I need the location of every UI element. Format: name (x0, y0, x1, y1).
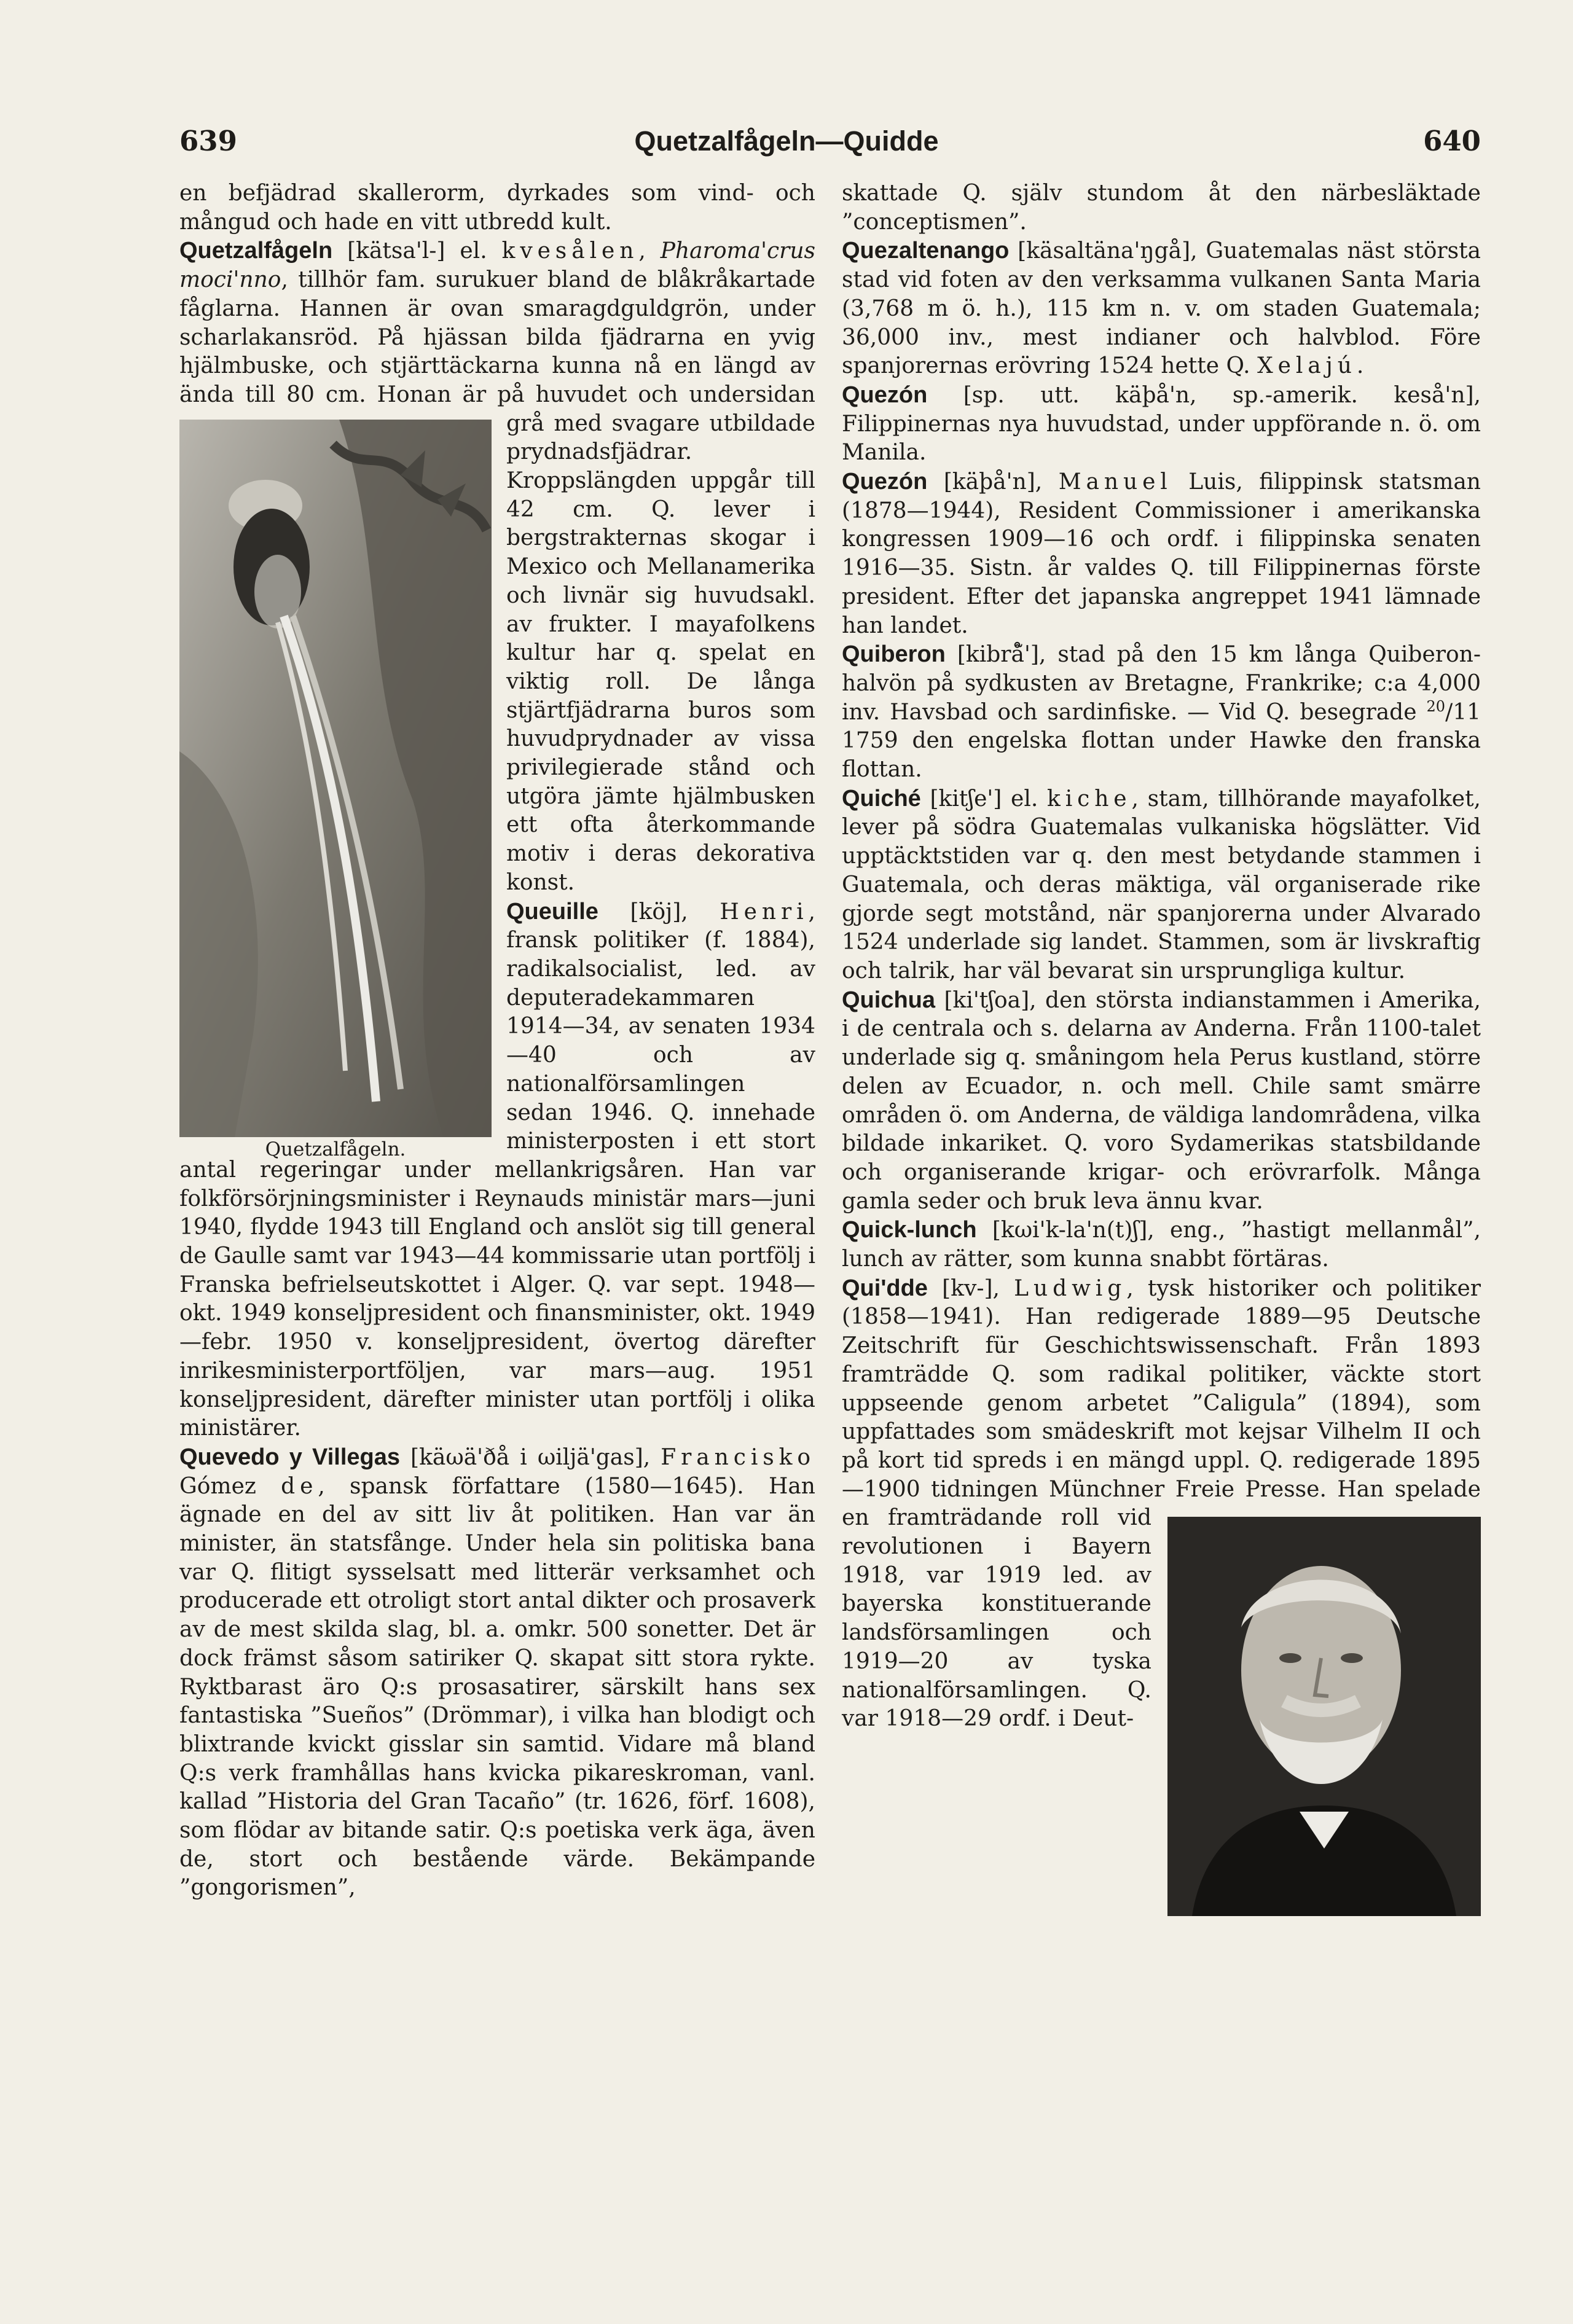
quetzal-caption: Quetzalfågeln. (265, 1138, 406, 1161)
right-column (842, 179, 1481, 1919)
entry-quezaltenango: Quezaltenango [käsaltäna'ŋgå], Guatemalas näst största stad vid foten av den verksamma vulkanen Santa Maria (3,768 m ö. h.), 115 km n. v. om staden Guatemala; 36,000 inv., mest indianer och halvblod. Före spanjorernas erövring 1524 hette Q. Xelajú. (842, 238, 1481, 379)
entry-quiberon: Quiberon [kibrå̃'], stad på den 15 km långa Quiberon-halvön på sydkusten av Bretagne, Frankrike; c:a 4,000 inv. Havsbad och sardinfiske. — Vid Q. besegrade $^{20}$/11 1759 den engelska flottan under Hawke den franska flottan. (842, 641, 1481, 783)
entry-quiche: Quiché [kitʃe'] el. kiche, stam, tillhörande mayafolket, lever på södra Guatemalas vulkaniska högslätter. Vid upptäcktstiden var q. den mest betydande stammen i Guatemala, och deras mäktiga, väl organiserade rike gjorde segt motstånd, när spanjorerna under Alvarado 1524 underlade sig landet. Stammen, som är livskraftig och talrik, har väl bevarat sin ursprungliga kultur. (842, 785, 1481, 984)
entry-quichua: Quichua [ki'tʃoa], den största indianstammen i Amerika, i de centrala och s. delarna av Anderna. Från 1100-talet underlade sig q. småningom hela Perus kustland, större delen av Ecuador, n. och mell. Chile samt smärre områden ö. om Anderna, de väldiga landområdena, vilka bildade inkariket. Q. voro Sydamerikas statsbildande och organiserande krigar- och erövrarfolk. Många gamla seder och bruk leva ännu kvar. (842, 987, 1481, 1214)
entry-quidde: Qui'dde [kv-], Ludwig, tysk historiker och politiker (1858—1941). Han redigerade 1889—95 Deutsche Zeitschrift für Geschichtswissenschaft. Från 1893 framträdde Q. som radikal politiker, väckte stort uppseende genom arbetet ”Caligula” (1894), som uppfattades som smädeskrift mot kejsar Vilhelm II och på kort tid spreds i en mängd uppl. Q. redigerade 1895—1900 tidningen Münchner Freie Presse. Han spelade en framträdande roll vid revolutionen i Bayern 1918, var 1919 led. av bayerska konstituerande landsförsamlingen och 1919—20 av tyska nationalförsamlingen. Q. var 1918—29 ordf. i Deut- (842, 1275, 1481, 1732)
page-number-right: 640 (1423, 125, 1481, 157)
quetzal-bird-image (179, 420, 492, 1137)
quidde-portrait-image (1167, 1517, 1481, 1916)
headword: Quiché (842, 785, 921, 812)
continued-paragraph: skattade Q. själv stundom åt den närbesläktade ”conceptismen”. (842, 181, 1481, 235)
page-number-left: 639 (179, 125, 237, 157)
headword: Queuille (506, 898, 598, 925)
entry-quick-lunch: Quick-lunch [kωi'k-la'n(t)ʃ], eng., ”hastigt mellanmål”, lunch av rätter, som kunna snabbt förtäras. (842, 1217, 1481, 1272)
headword: Quevedo y Villegas (179, 1444, 400, 1470)
headword: Quichua (842, 987, 936, 1013)
headword: Quezón (842, 381, 928, 408)
left-column (179, 179, 815, 1903)
headword: Quetzalfågeln (179, 238, 333, 264)
entry-quevedo: Quevedo y Villegas [käωä'ðå i ωiljä'gas], Francisko Gómez de, spansk författare (1580—1645). Han ägnade en del av sitt liv åt politiken. Han var än minister, än statsfånge. Under hela sin politiska bana var Q. flitigt sysselsatt med litterär verksamhet och producerade ett otroligt stort antal dikter och prosaverk av de mest skilda slag, bl. a. omkr. 500 sonetter. Det är dock främst såsom satiriker Q. skapat sitt stora rykte. Ryktbarast äro Q:s prosasatirer, särskilt hans sex fantastiska ”Sueños” (Drömmar), i vilka han blodigt och blixtrande kvickt gisslar sin samtid. Vidare må bland Q:s verk framhållas hans kvicka pikareskroman, vanl. kallad ”Historia del Gran Tacaño” (tr. 1626, förf. 1608), som flödar av bitande satir. Q:s poetiska verk äga, även de, stort och bestående värde. Bekämpande ”gongorismen”, (179, 1444, 815, 1901)
continued-paragraph: en befjädrad skallerorm, dyrkades som vind- och mångud och hade en vitt utbredd kult. (179, 181, 815, 235)
entry-queuille: Queuille [köj], Henri, fransk politiker (f. 1884), radikalsocialist, led. av deputeradekammaren 1914—34, av senaten 1934—40 och av nationalförsamlingen sedan 1946. Q. innehade ministerposten i ett stort antal regeringar under mellankrigsåren. Han var folkförsörjningsminister i Reynauds ministär mars—juni 1940, flydde 1943 till England och anslöt sig till general de Gaulle samt var 1943—44 kommissarie utan portfölj i Franska befrielseutskottet i Alger. Q. var sept. 1948—okt. 1949 konseljpresident och finansminister, okt. 1949—febr. 1950 v. konseljpresident, övertog därefter inrikesministerportföljen, var mars—aug. 1951 konseljpresident, därefter minister utan portfölj i olika ministärer. (179, 898, 815, 1441)
headword: Qui'dde (842, 1275, 928, 1301)
headword: Quiberon (842, 641, 946, 668)
entry-quezon-manuel: Quezón [käþå'n], Manuel Luis, filippinsk statsman (1878—1944), Resident Commissioner i amerikanska kongressen 1909—16 och ordf. i filippinska senaten 1916—35. Sistn. år valdes Q. till Filippinernas förste president. Efter det japanska angreppet 1941 lämnade han landet. (842, 469, 1481, 638)
entry-quetzalfageln: Quetzalfågeln [kätsa'l-] el. kvesålen, Pharoma'crus moci'nno, tillhör fam. surukuer bland de blåkråkartade fåglarna. Hannen är ovan smaragdguldgrön, under scharlakansröd. På hjässan bilda fjädrarna en yvig hjälmbuske, och stjärttäckarna kunna nå en längd av ända till 80 cm. Honan är på huvudet och undersidan grå med svagare utbildade prydnadsfjädrar. Kroppslängden uppgår till 42 cm. Q. lever i bergstrakternas skogar i Mexico och Mellanamerika och livnär sig huvudsakl. av frukter. I mayafolkens kultur har q. spelat en viktig roll. De långa stjärtfjädrarna buros som huvudprydnader av vissa privilegierade stånd och utgöra jämte hjälmbusken ett ofta återkommande motiv i deras dekorativa konst. (179, 238, 816, 895)
entry-quezon-city: Quezón [sp. utt. käþå'n, sp.-amerik. keså'n], Filippinernas nya huvudstad, under uppförande n. ö. om Manila. (842, 381, 1481, 466)
quetzal-figure (179, 420, 492, 1161)
running-head: Quetzalfågeln—Quidde (634, 125, 939, 157)
headword: Quezaltenango (842, 238, 1010, 264)
headword: Quezón (842, 469, 928, 495)
headword: Quick-lunch (842, 1217, 977, 1243)
